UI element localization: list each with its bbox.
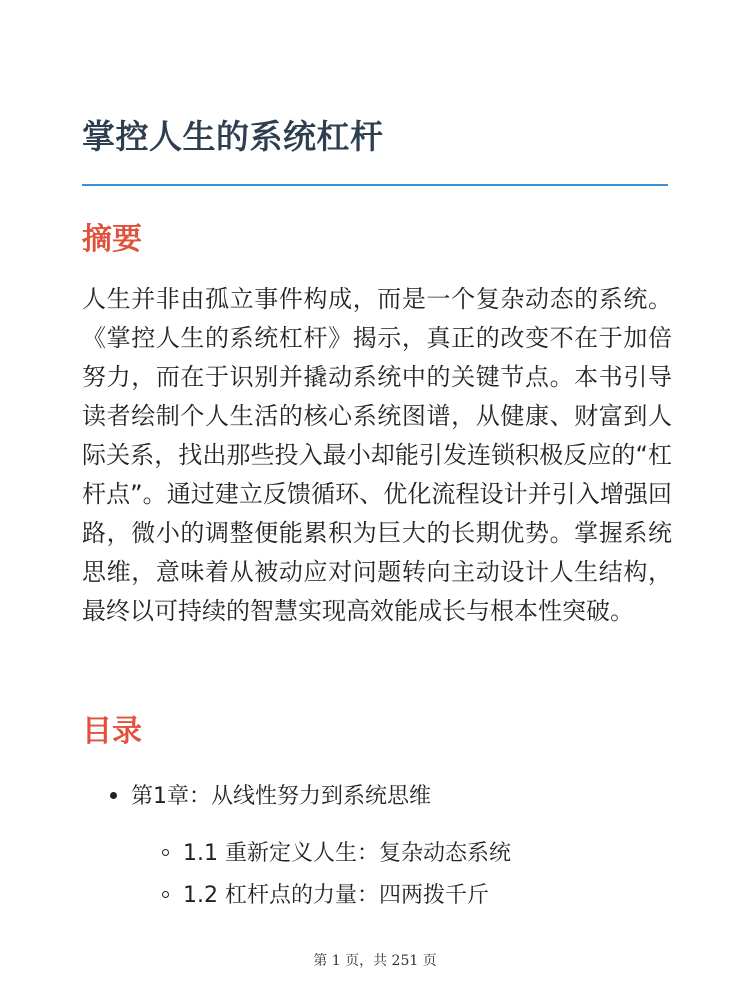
- bullet-circle-icon: [162, 849, 169, 856]
- document-title: 掌控人生的系统杠杆: [82, 117, 384, 156]
- page-number-footer: 第 1 页，共 251 页: [313, 953, 437, 969]
- bullet-disc-icon: [110, 792, 117, 799]
- toc-section-label: 1.1 重新定义人生：复杂动态系统: [183, 841, 511, 866]
- toc-section-item[interactable]: [162, 838, 511, 870]
- toc-heading: 目录: [82, 714, 142, 749]
- toc-section-label: 1.2 杠杆点的力量：四两拨千斤: [183, 883, 489, 908]
- summary-paragraph: 人生并非由孤立事件构成，而是一个复杂动态的系统。《掌控人生的系统杠杆》揭示，真正的改变不在于加倍努力，而在于识别并撬动系统中的关键节点。本书引导读者绘制个人生活的核心系统图谱，从健康、财富到人际关系，找出那些投入最小却能引发连锁积极反应的“杠杆点”。通过建立反馈循环、优化流程设计并引入增强回路，微小的调整便能累积为巨大的长期优势。掌握系统思维，意味着从被动应对问题转向主动设计人生结构，最终以可持续的智慧实现高效能成长与根本性突破。: [82, 285, 672, 625]
- summary-heading: 摘要: [82, 222, 142, 257]
- toc-chapter-label: 第1章：从线性努力到系统思维: [131, 784, 431, 809]
- toc-chapter-item[interactable]: [110, 781, 431, 813]
- bullet-circle-icon: [162, 891, 169, 898]
- toc-section-item[interactable]: [162, 880, 489, 912]
- title-divider: [82, 184, 668, 186]
